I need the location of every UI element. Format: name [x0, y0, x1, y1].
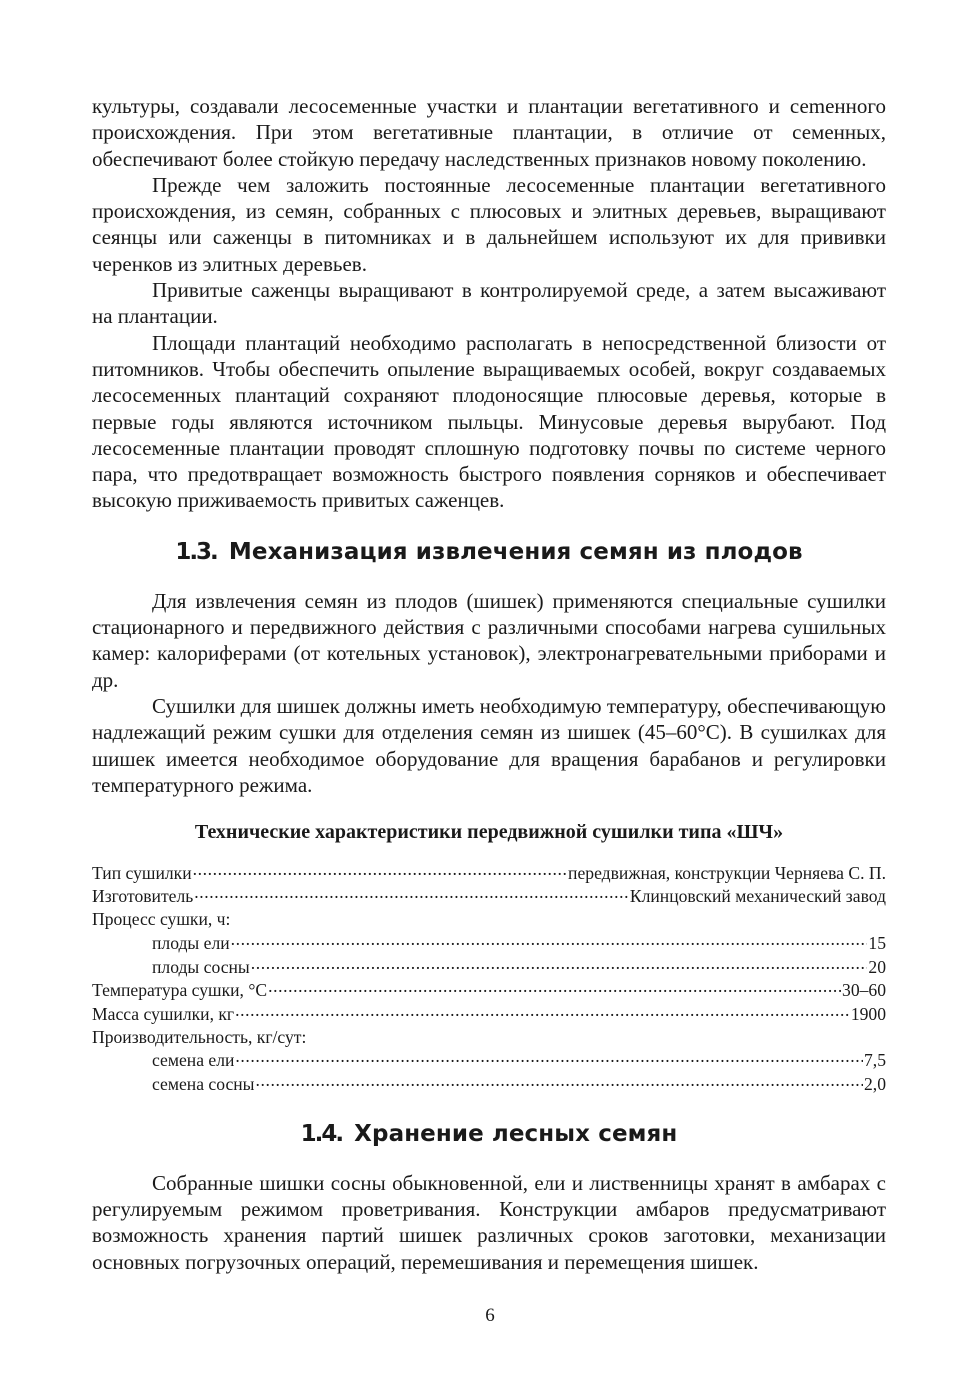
spec-row	[92, 1002, 886, 1026]
dot-leader	[235, 1002, 850, 1020]
spec-label: Процесс сушки, ч:	[92, 909, 231, 930]
spec-label: Температура сушки, °С	[92, 980, 268, 1001]
section-title: Хранение лесных семян	[354, 1120, 678, 1147]
spec-value: Клинцовский механический завод	[629, 886, 886, 907]
spec-value: 20	[868, 956, 886, 977]
spec-label: плоды ели	[152, 932, 230, 953]
paragraph: Для извлечения семян из плодов (шишек) применяются специальные сушилки стационарного и передвижного действия с различными способами нагрева сушильных камер: калориферами (от котельных установок), электронагревательными приборами и др.	[92, 588, 886, 692]
dot-leader	[231, 931, 868, 949]
spec-table-title: Технические характеристики передвижной сушилки типа «ШЧ»	[194, 821, 784, 844]
spec-row	[92, 931, 886, 955]
section-heading-1-3	[92, 538, 886, 566]
spec-group-heading	[92, 1026, 886, 1049]
spec-label: семена ели	[152, 1050, 235, 1071]
spec-label: плоды сосны	[152, 956, 250, 977]
paragraph: Привитые саженцы выращивают в контролируемой среде, а затем высаживают на плантации.	[92, 278, 886, 329]
paragraph: Площади плантаций необходимо располагать в непосредственной близости от питомников. Чтобы обеспечить опыление выращиваемых особей, вокруг создаваемых лесосеменных плантаций сохраняют плодоносящие плюсовые деревья, которые в первые годы являются источником пыльцы. Минусовые деревья вырубают. Под лесосеменные плантации проводят сплошную подготовку почвы по системе черного пара, что предотвращает возможность быстрого появления сорняков и обеспечивает высокую приживаемость привитых саженцев.	[92, 330, 886, 513]
section-number: 1.4.	[300, 1120, 343, 1147]
paragraph: Собранные шишки сосны обыкновенной, ели и лиственницы хранят в амбарах с регулируемым режимом проветривания. Конструкции амбаров предусматривают возможность хранения партий шишек различных сроков заготовки, механизации основных погрузочных операций, перемешивания и перемещения шишек.	[92, 1170, 886, 1274]
paragraph: Сушилки для шишек должны иметь необходимую температуру, обеспечивающую надлежащий режим сушки для отделения семян из шишек (45–60°С). В сушилках для шишек имеется необходимое оборудование для вращения барабанов и регулировки температурного режима.	[92, 693, 886, 797]
spec-row	[92, 861, 886, 885]
dot-leader	[256, 1072, 864, 1090]
spec-table	[92, 861, 886, 1096]
section-title: Механизация извлечения семян из плодов	[228, 538, 803, 565]
spec-row	[92, 955, 886, 979]
spec-group-heading	[92, 908, 886, 931]
dot-leader	[251, 955, 868, 973]
paragraph: Прежде чем заложить постоянные лесосеменные плантации вегетативного происхождения, из семян, собранных с плюсовых и элитных деревьев, выращивают сеянцы или саженцы в питомниках и в дальнейшем используют их для прививки черенков из элитных деревьев.	[92, 172, 886, 276]
page-number: 6	[485, 1305, 495, 1326]
spec-label: Масса сушилки, кг	[92, 1003, 235, 1024]
spec-row	[92, 885, 886, 909]
section-number: 1.3.	[175, 538, 217, 565]
spec-row	[92, 1049, 886, 1073]
paragraph: культуры, создавали лесосеменные участки и плантации вегетативного и сеmенного происхождения. При этом вегетативные плантации, в отличие от семенных, обеспечивают более стойкую передачу наследственных признаков новому поколению.	[92, 94, 886, 171]
page-body	[92, 93, 886, 1275]
spec-row	[92, 979, 886, 1003]
spec-row	[92, 1072, 886, 1096]
spec-value: 15	[868, 932, 886, 953]
spec-label: Тип сушилки	[92, 862, 192, 883]
spec-value: 7,5	[864, 1050, 886, 1071]
spec-value: передвижная, конструкции Черняева С. П.	[568, 862, 886, 883]
dot-leader	[235, 1049, 863, 1067]
spec-value: 1900	[850, 1003, 886, 1024]
spec-label: Изготовитель	[92, 886, 194, 907]
section-heading-1-4	[92, 1120, 886, 1148]
spec-label: семена сосны	[152, 1073, 255, 1094]
dot-leader	[193, 861, 567, 879]
dot-leader	[194, 885, 629, 903]
dot-leader	[268, 979, 841, 997]
spec-value: 30–60	[842, 980, 886, 1001]
spec-label: Производительность, кг/сут:	[92, 1026, 307, 1047]
spec-value: 2,0	[864, 1073, 886, 1094]
